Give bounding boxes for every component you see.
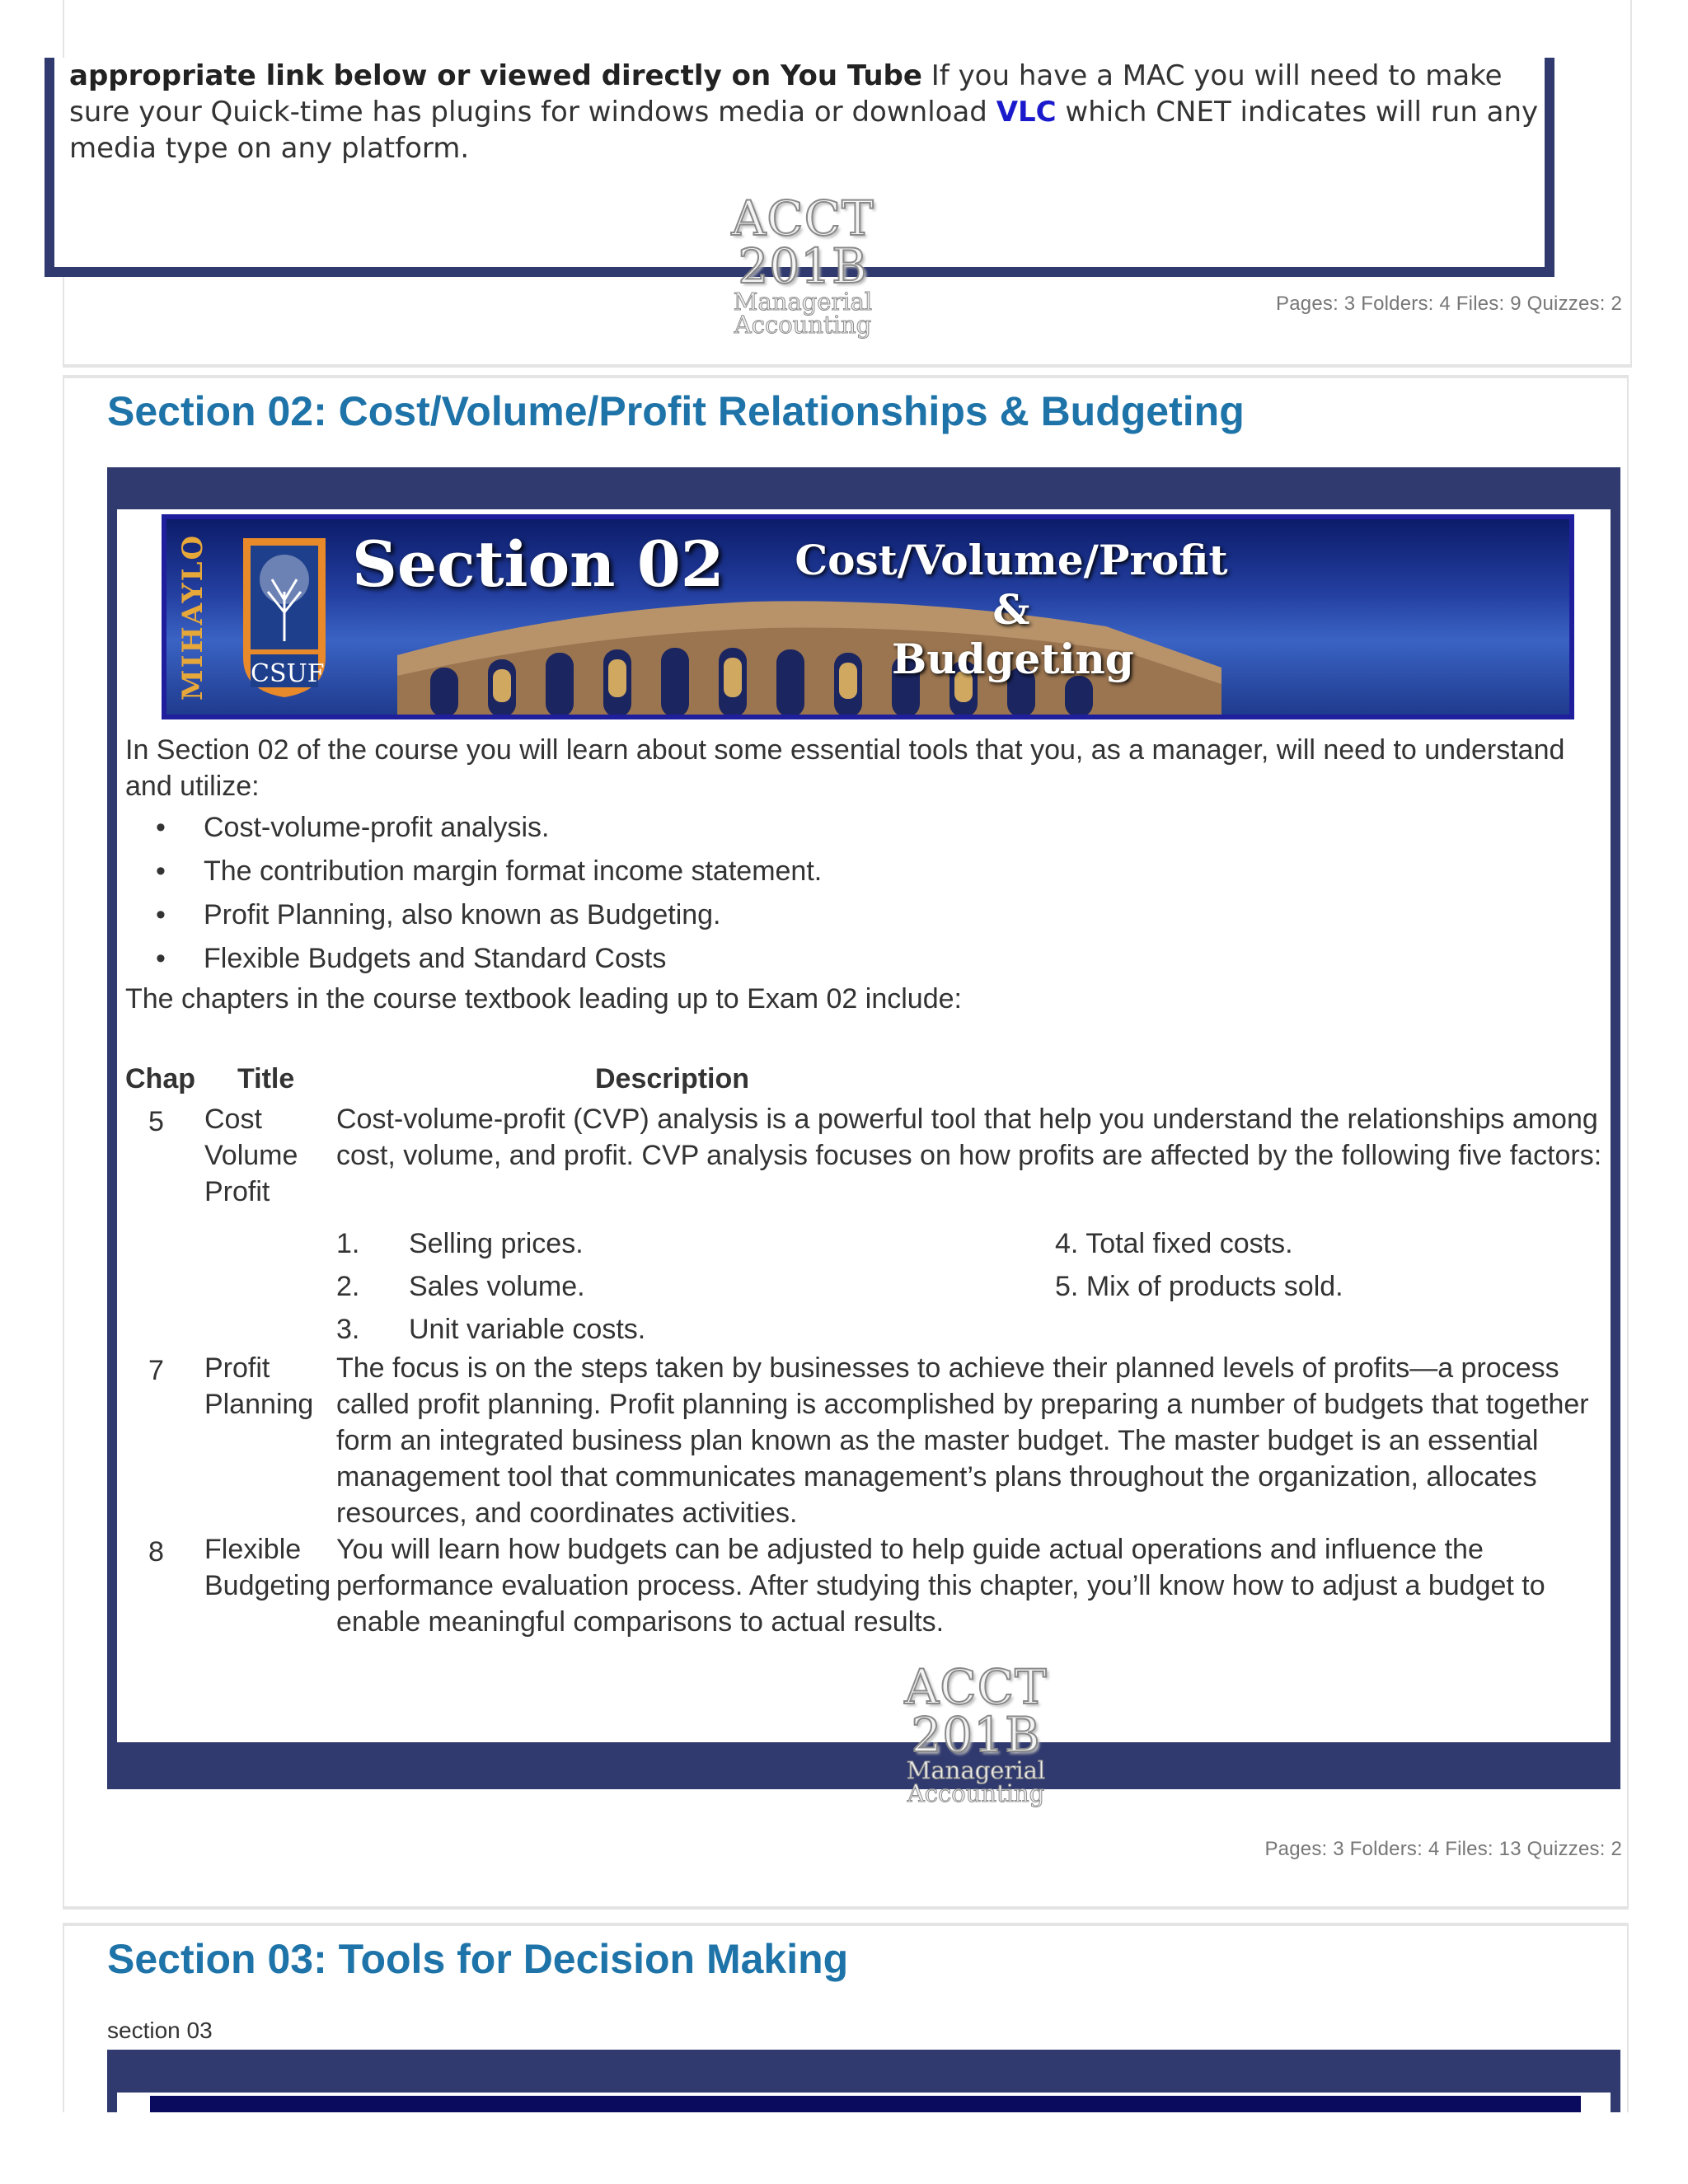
section-01-counts: Pages: 3 Folders: 4 Files: 9 Quizzes: 2 <box>1276 293 1622 315</box>
section-02-counts: Pages: 3 Folders: 4 Files: 13 Quizzes: 2 <box>1264 1838 1622 1860</box>
vlc-link[interactable]: VLC <box>996 96 1057 129</box>
acct-logo-title: ACCT 201B <box>731 190 874 294</box>
header-title: Title <box>237 1063 295 1094</box>
row-title-line: Planning <box>204 1389 314 1420</box>
banner-topic <box>776 536 1246 684</box>
row-chap-5: 5 <box>148 1106 164 1137</box>
section-03-inner <box>117 2093 1611 2112</box>
factor-item <box>1055 1228 1293 1260</box>
row-chap-8: 8 <box>148 1536 164 1568</box>
header-description: Description <box>595 1063 750 1094</box>
section-01-bold-lead: appropriate link below or viewed directly on You Tube <box>69 59 922 92</box>
banner-topic-line3: Budgeting <box>892 635 1134 683</box>
factor-text: Selling prices. <box>409 1228 584 1259</box>
bullet-item: • Cost-volume-profit analysis. <box>204 809 1609 853</box>
factor-num: 1. <box>336 1228 360 1259</box>
factor-num: 3. <box>336 1314 360 1345</box>
section-02-banner <box>162 514 1574 719</box>
section-03-banner-top <box>150 2096 1581 2112</box>
acct-logo-subtitle: Managerial Accounting <box>906 1756 1046 1807</box>
header-chap: Chap <box>125 1063 195 1094</box>
section-02-title[interactable]: Section 02: Cost/Volume/Profit Relationships & Budgeting <box>107 388 1245 434</box>
row-desc-7: The focus is on the steps taken by businesses to achieve their planned levels of profits—a process called profit planning. Profit planning is accomplished by preparing a number of budgets that together form an integrated business plan known as the master budget. The master budget is an essential management tool that communicates management’s plans throughout the organization, allocates resources, and coordinates activities. <box>336 1352 1589 1529</box>
section-01-text-end: which CNET indicates will run any media type on any platform. <box>69 96 1539 165</box>
factor-num: 2. <box>336 1271 360 1302</box>
bullet-item: • Flexible Budgets and Standard Costs <box>204 940 1609 984</box>
section-02-content-box <box>107 467 1620 1807</box>
csuf-label: CSUF <box>251 659 325 688</box>
section-03-label: section 03 <box>107 2018 213 2043</box>
row-title-line: Profit <box>204 1352 270 1384</box>
factor-text: Mix of products sold. <box>1085 1271 1343 1302</box>
acct-201b-logo <box>836 1659 1116 1807</box>
section-02-bullets <box>125 809 1609 984</box>
banner-topic-line2: & <box>992 585 1030 634</box>
acct-logo-title: ACCT 201B <box>904 1659 1048 1763</box>
section-02-inner <box>117 509 1611 1807</box>
row-chap-7: 7 <box>148 1355 164 1386</box>
banner-section-label: Section 02 <box>352 527 724 601</box>
section-02-body <box>125 732 1609 1017</box>
row-title-line: Profit <box>204 1176 270 1207</box>
section-02-intro: In Section 02 of the course you will learn about some essential tools that you, as a manager, will need to understand and utilize: <box>125 734 1565 802</box>
row-desc-5: Cost-volume-profit (CVP) analysis is a powerful tool that help you understand the relationships among cost, volume, and profit. CVP analysis focuses on how profits are affected by the following five factors: <box>336 1104 1602 1171</box>
bullet-item: • The contribution margin format income statement. <box>204 853 1609 897</box>
section-03-title[interactable]: Section 03: Tools for Decision Making <box>107 1936 849 1982</box>
bullet-item: • Profit Planning, also known as Budgeting. <box>204 897 1609 940</box>
acct-201b-logo <box>663 190 943 339</box>
factor-text: Unit variable costs. <box>409 1314 646 1345</box>
factor-text: Total fixed costs. <box>1085 1228 1293 1259</box>
section-03-content-box <box>107 2050 1620 2112</box>
row-title-8 <box>204 1531 336 1604</box>
acct-logo-subtitle: Managerial Accounting <box>733 288 873 339</box>
factor-text: Sales volume. <box>409 1271 585 1302</box>
factor-item <box>1055 1271 1343 1303</box>
factor-num: 4. <box>1055 1228 1079 1259</box>
banner-topic-line1: Cost/Volume/Profit <box>795 536 1228 584</box>
row-title-line: Budgeting <box>204 1570 331 1601</box>
mihaylo-side-label: MIHAYLO <box>176 533 209 701</box>
row-title-5 <box>204 1101 336 1210</box>
row-title-line: Flexible <box>204 1534 302 1565</box>
row-title-line: Volume <box>204 1140 298 1171</box>
section-01-text <box>69 58 1545 166</box>
row-title-line: Cost <box>204 1104 262 1135</box>
factor-num: 5. <box>1055 1271 1079 1302</box>
row-desc-8: You will learn how budgets can be adjusted to help guide actual operations and influence the performance evaluation process. After studying this chapter, you’ll know how to adjust a budget to enable meaningful comparisons to actual results. <box>336 1534 1545 1638</box>
chapters-intro: The chapters in the course textbook leading up to Exam 02 include: <box>125 983 962 1015</box>
row-title-7 <box>204 1350 336 1422</box>
section-01-text-mid: If you have a MAC you will need to make sure your Quick-time has plugins for windows media or download <box>69 59 1503 129</box>
